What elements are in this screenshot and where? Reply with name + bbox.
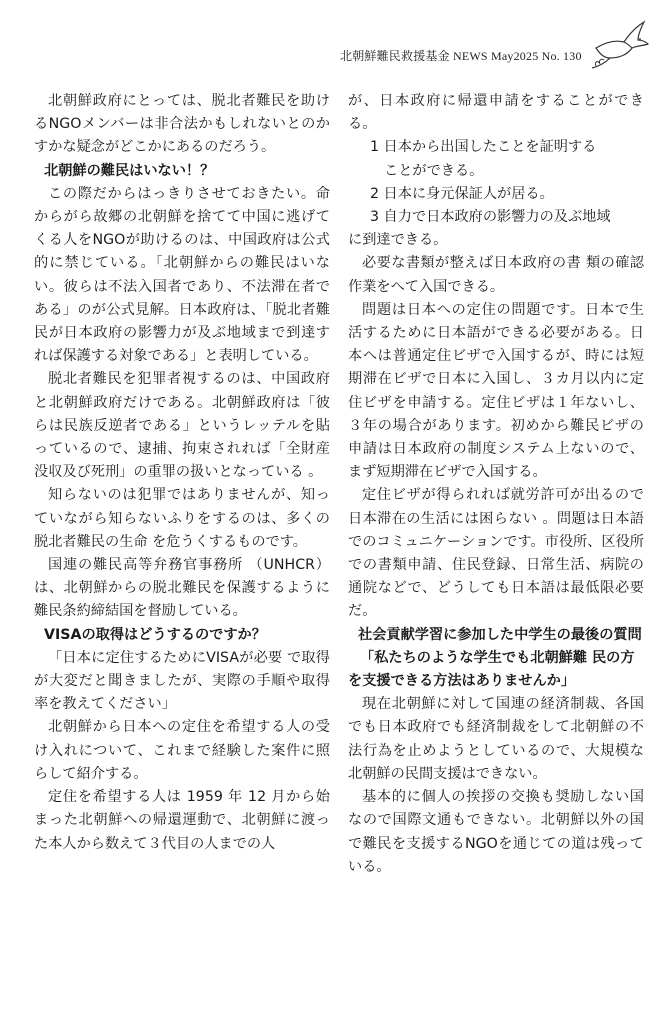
section-heading: 北朝鮮の難民はいない！？ xyxy=(44,162,215,179)
paragraph: 問題は日本への定住の問題です。日本で生活するために日本語ができる必要がある。日本へは普通定住ビザで入国するが、時には短期滞在ビザで日本に入国し、３カ月以内に定住ビザを申請する。定住ビザは１年ないし、３年の場合があります。初めから難民ビザの申請は日本政府の制度システム上ないので、まず短期滞在ビザで入国する。 xyxy=(348,301,644,481)
paragraph: 「日本に定住するためにVISAが必要 で取得が大変だと聞きましたが、実際の手順や取得率を教えてください」 xyxy=(34,649,330,713)
dove-with-olive-branch-icon xyxy=(588,18,650,70)
paragraph: この際だからはっきりさせておきたい。命からがら故郷の北朝鮮を捨てて中国に逃げてくる人をNGOが助けるのは、中国政府は公式的に禁じている。「北朝鮮からの難民はいない。彼らは不法入国者であり、不法滞在者である」のが公式見解。日本政府は、「脱北者難民が日本政府の影響力が及ぶ地域まで到達すれば保護する対象である」と表明している。 xyxy=(34,185,330,365)
newsletter-header: 北朝鮮難民救援基金 NEWS May2025 No. 130 xyxy=(340,49,582,63)
right-column xyxy=(348,90,644,879)
left-column xyxy=(34,90,330,856)
numbered-item xyxy=(348,183,644,206)
item-text: 日本から出国したことを証明する xyxy=(383,139,597,156)
paragraph: 基本的に個人の挨拶の交換も奨励しない国なので国際文通もできない。北朝鮮以外の国で難民を支援するNGOを通じての道は残っている。 xyxy=(348,789,644,875)
item-number: 3 xyxy=(370,209,380,226)
paragraph: 北朝鮮から日本への定住を希望する人の受け入れについて、これまで経験した案件に照らして紹介する。 xyxy=(34,719,330,782)
item-text: 自力で日本政府の影響力の及ぶ地域 xyxy=(383,209,611,226)
paragraph: 現在北朝鮮に対して国連の経済制裁、各国でも日本政府でも経済制裁をして北朝鮮の不法行為を止めようとしているので、大規模な北朝鮮の民間支援はできない。 xyxy=(348,696,644,782)
paragraph: 定住を希望する人は 1959 年 12 月から始まった北朝鮮への帰還運動で、北朝鮮に渡った本人から数えて３代目の人までの人 xyxy=(34,789,330,852)
paragraph: に到達できる。 xyxy=(348,232,448,249)
paragraph: 国連の難民高等弁務官事務所 （UNHCR）は、北朝鮮からの脱北難民を保護するように難民条約締結国を督励している。 xyxy=(34,557,330,620)
paragraph: 北朝鮮政府にとっては、脱北者難民を助けるNGOメンバーは非合法かもしれないとのかすかな疑念がどこかにあるのだろう。 xyxy=(34,93,330,156)
item-text-continued: ことができる。 xyxy=(384,162,484,179)
section-heading: VISAの取得はどうするのですか？ xyxy=(44,626,266,643)
numbered-item xyxy=(348,136,644,182)
item-number: 2 xyxy=(370,185,380,202)
section-heading: 社会貢献学習に参加した中学生の最後の質問 xyxy=(358,626,642,643)
paragraph: 脱北者難民を犯罪者視するのは、中国政府と北朝鮮政府だけである。北朝鮮政府は「彼らは民族反逆者である」というレッテルを貼っているので、逮捕、拘束されれば「全財産没収及び死刑」の重罪の扱いとなっている 。 xyxy=(34,371,330,481)
question-quote: 「私たちのような学生でも北朝鮮難 民の方を支援できる方法はありませんか」 xyxy=(348,649,635,690)
paragraph: 知らないのは犯罪ではありませんが、知っていながら知らないふりをするのは、多くの脱北者難民の生命 を危うくするものです。 xyxy=(34,487,330,550)
numbered-item xyxy=(348,206,644,229)
item-text: 日本に身元保証人が居る。 xyxy=(383,185,554,202)
paragraph: 定住ビザが得られれば就労許可が出るので日本滞在の生活には困らない 。問題は日本語でのコミュニケーションです。市役所、区役所での書類申請、住民登録、日常生活、病院の通院などで、どうしても日本語は最低限必要だ。 xyxy=(348,487,644,620)
item-number: 1 xyxy=(370,139,380,156)
paragraph: が、日本政府に帰還申請をすることができる。 xyxy=(348,93,644,133)
paragraph: 必要な書類が整えば日本政府の書 類の確認作業をへて入国できる。 xyxy=(348,255,644,295)
